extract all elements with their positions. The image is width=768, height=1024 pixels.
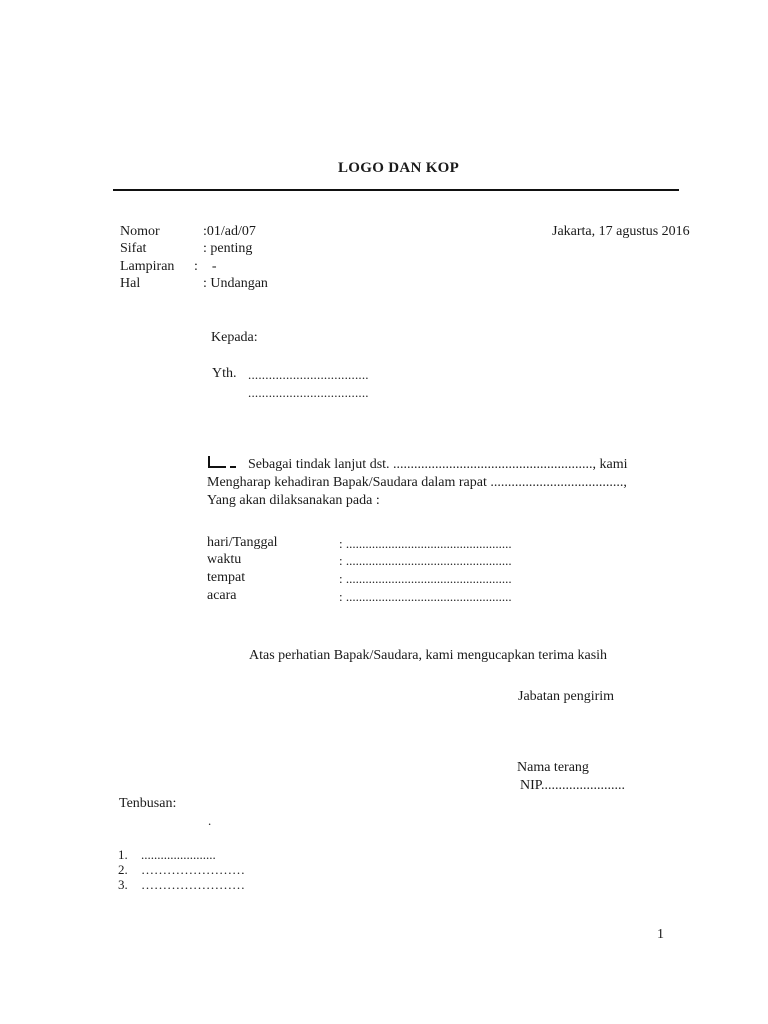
tembusan-label: Tenbusan: bbox=[119, 796, 177, 811]
hal-value: : Undangan bbox=[203, 276, 268, 291]
schedule-label: waktu bbox=[207, 552, 242, 567]
tembusan-number: 3. bbox=[118, 877, 128, 892]
sifat-label: Sifat bbox=[120, 241, 147, 256]
sender-position: Jabatan pengirim bbox=[518, 689, 615, 704]
sender-name: Nama terang bbox=[517, 760, 589, 775]
schedule-label: acara bbox=[207, 588, 237, 603]
schedule-value: : ................................................... bbox=[339, 589, 512, 604]
letterhead-divider bbox=[113, 189, 679, 191]
lampiran-value: : - bbox=[194, 259, 217, 274]
place-date: Jakarta, 17 agustus 2016 bbox=[552, 224, 690, 239]
schedule-value: : ................................................... bbox=[339, 553, 512, 568]
body-line-2: Mengharap kehadiran Bapak/Saudara dalam rapat ......................................, bbox=[207, 475, 627, 490]
tembusan-item: ....................... bbox=[141, 847, 216, 862]
paragraph-indent-icon bbox=[208, 456, 236, 468]
sender-nip: NIP........................ bbox=[520, 778, 626, 793]
tembusan-item: …………………… bbox=[141, 877, 245, 892]
closing-sentence: Atas perhatian Bapak/Saudara, kami mengucapkan terima kasih bbox=[249, 648, 608, 663]
body-line-3: Yang akan dilaksanakan pada : bbox=[207, 493, 380, 508]
tembusan-dot: . bbox=[208, 813, 212, 828]
schedule-label: tempat bbox=[207, 570, 246, 585]
letterhead-title: LOGO DAN KOP bbox=[338, 160, 460, 176]
nomor-label: Nomor bbox=[120, 224, 160, 239]
schedule-value: : ................................................... bbox=[339, 571, 512, 586]
yth-label: Yth. bbox=[212, 366, 237, 381]
page-number: 1 bbox=[657, 927, 664, 942]
schedule-label: hari/Tanggal bbox=[207, 535, 278, 550]
recipient-line-1: ................................... bbox=[248, 367, 369, 382]
lampiran-label: Lampiran bbox=[120, 259, 175, 274]
recipient-line-2: ................................... bbox=[248, 385, 369, 400]
hal-label: Hal bbox=[120, 276, 141, 291]
tembusan-item: …………………… bbox=[141, 862, 245, 877]
sifat-value: : penting bbox=[203, 241, 253, 256]
body-line-1: Sebagai tindak lanjut dst. ........................................................., kami bbox=[248, 457, 628, 472]
nomor-value: :01/ad/07 bbox=[203, 224, 256, 239]
tembusan-number: 1. bbox=[118, 847, 128, 862]
kepada-label: Kepada: bbox=[211, 330, 258, 345]
schedule-value: : ................................................... bbox=[339, 536, 512, 551]
tembusan-number: 2. bbox=[118, 862, 128, 877]
